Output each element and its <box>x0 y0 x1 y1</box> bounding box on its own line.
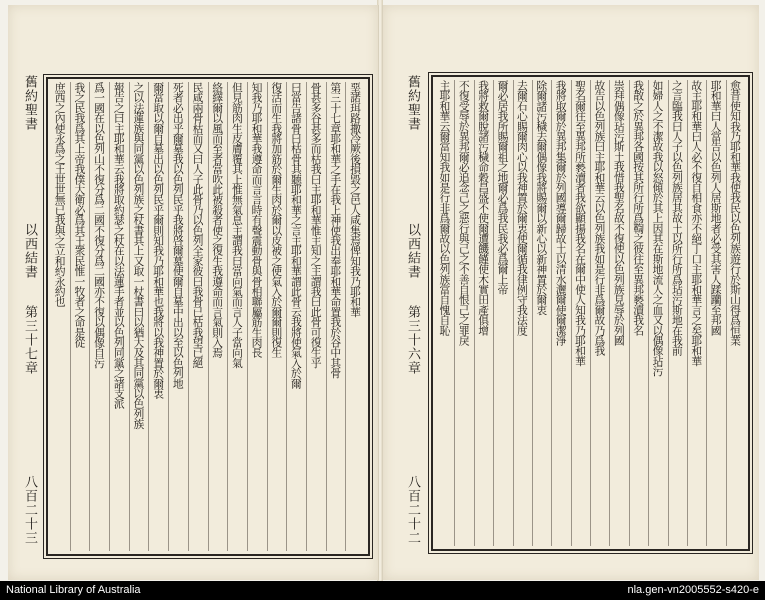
text-column: 故告以色列族曰主耶和華云以色列族我如是行非爲爾故乃爲我 <box>590 80 609 546</box>
text-column: 如婦人之不潔故我以怒傾於其上因其在斯地流人之血又以偶像玷污 <box>648 80 667 546</box>
text-column: 庶西之內使永爲之王世世無已我與之立和約永約也 <box>53 82 67 307</box>
text-column: 不復受辱於異邦爾必追念己之惡行與己之不善自恨己之罪戾 <box>454 80 473 546</box>
text-column: 故主耶和華曰人必不復自相食亦不絕丁口主耶和華言之矣耶和華 <box>687 80 706 546</box>
text-column: 崇拜偶像玷污斯土我惜我聖名故不復使以色列族見辱於列國 <box>609 80 628 546</box>
left-text-columns <box>51 82 365 551</box>
text-column: 我之民我爲其上帝我僕大衛必爲其王衆民惟一牧者之命是從 <box>70 82 90 551</box>
right-page <box>382 5 759 580</box>
text-column: 聖名爾往至異邦所褻瀆者我欲顯揚我名在爾中使人知我乃耶和華 <box>571 80 590 546</box>
text-column: 爲一國在以色列山不復分爲二國不復分爲二國亦不復以偶像自污 <box>89 82 109 551</box>
text-column: 曰當告諸骨曰枯骨其聽耶和華之言主耶和華謂此骨云我將使氣入於爾 <box>286 82 306 551</box>
right-text-columns <box>436 80 745 546</box>
text-column: 去爾石心賜爾肉心以我神置於爾衷使爾循我律例守我法度 <box>513 80 532 546</box>
text-column: 骨甚多谷甚多而枯我曰主耶和華惟主知之主謂我曰此骨可復生乎 <box>306 82 326 551</box>
left-volume-title: 以西結書 <box>22 223 37 279</box>
left-chapter-label: 第三十七章 <box>22 305 37 375</box>
text-column: 爾當取以爾自墓出以色列民乎爾則知我乃耶和華也我將以我神置於爾衷 <box>148 82 168 551</box>
text-column: 除爾諸污穢去爾偶像我將賜爾以新心以新神置於爾衷 <box>532 80 551 546</box>
text-column: 耶和華曰人當告以色列人居斯地者必受其害人蹂躪至邦國 <box>706 80 725 546</box>
left-page <box>8 5 379 580</box>
text-column: 報告之曰主耶和華云我將取約瑟之杖在以法蓮手者並以色列同黨之諸支派 <box>109 82 129 551</box>
footer-library-name: National Library of Australia <box>6 584 141 596</box>
left-book-title: 舊約聖書 <box>22 75 37 131</box>
text-column: 之言臨我曰人子以色列族居其故土以所行所爲玷污斯地在我前 <box>668 80 687 546</box>
text-column: 愈昔使知我乃耶和華我使我民以色列族遊行於斯山得爲恒業 <box>726 80 745 546</box>
text-column: 我將取爾於異邦集爾於列國導爾歸故土以清水灑爾使爾潔淨 <box>551 80 570 546</box>
text-column: 主耶和華云爾當知我如是行非爲爾故以色列族當自愧自恥 <box>438 80 452 335</box>
text-column: 爾必居我所賜爾祖之地爾必爲我民我必爲爾上帝 <box>493 80 512 546</box>
right-volume-title: 以西結書 <box>405 223 420 279</box>
library-footer <box>0 581 765 600</box>
right-text-frame <box>431 75 750 551</box>
text-column: 知我乃耶和華我遵命而言言時有聲震動骨與骨相聯屬筋生肉長 <box>247 82 267 551</box>
left-text-frame <box>46 77 370 556</box>
text-column: 絡繹爾以風而至者當吹此被殺者使之復生我遵命而言氣則入焉 <box>208 82 228 551</box>
text-column: 復活而生我將加筋於爾生肉於爾以皮被之使氣入於爾爾則復生 <box>267 82 287 551</box>
text-column: 但見筋肉生皮膚覆其上惟無氣息主謂我曰當向氣而言人子當向氣 <box>227 82 247 551</box>
right-book-title: 舊約聖書 <box>405 75 420 131</box>
text-column: 死者必出乎爾墓我以色列民乎我將啓爾墓使爾自墓中出以至以色列地 <box>168 82 188 551</box>
text-column: 民咸兩骨枯而又曰人子此骨乃以色列全家彼曰我骨已枯我望已絕 <box>188 82 208 551</box>
text-column: 我散之於異邦各國按其所行所爲鞫之彼往至異邦褻瀆我名 <box>629 80 648 546</box>
text-column: 我將救爾脫諸污穢命穀昌盛不使爾遭饑饉使木實田產俱增 <box>474 80 493 546</box>
text-column: 第三十七章耶和華之手在我上神使我出奉耶和華命置我於谷中其骨 <box>326 82 346 551</box>
right-chapter-label: 第三十六章 <box>405 305 420 375</box>
footer-item-id[interactable]: nla.gen-vn2005552-s420-e <box>627 584 759 596</box>
text-column: 堊諾珥路撒冷厥後損毀之邑人咸集焉俾知我乃耶和華 <box>345 82 365 551</box>
right-page-number: 八百二十二 <box>405 475 420 545</box>
text-column: 之以法蓮族與同黨以色列族之杖書其上又取一杖書曰以猶大及其同黨以色列族 <box>129 82 149 551</box>
left-page-number: 八百二十三 <box>22 475 37 545</box>
